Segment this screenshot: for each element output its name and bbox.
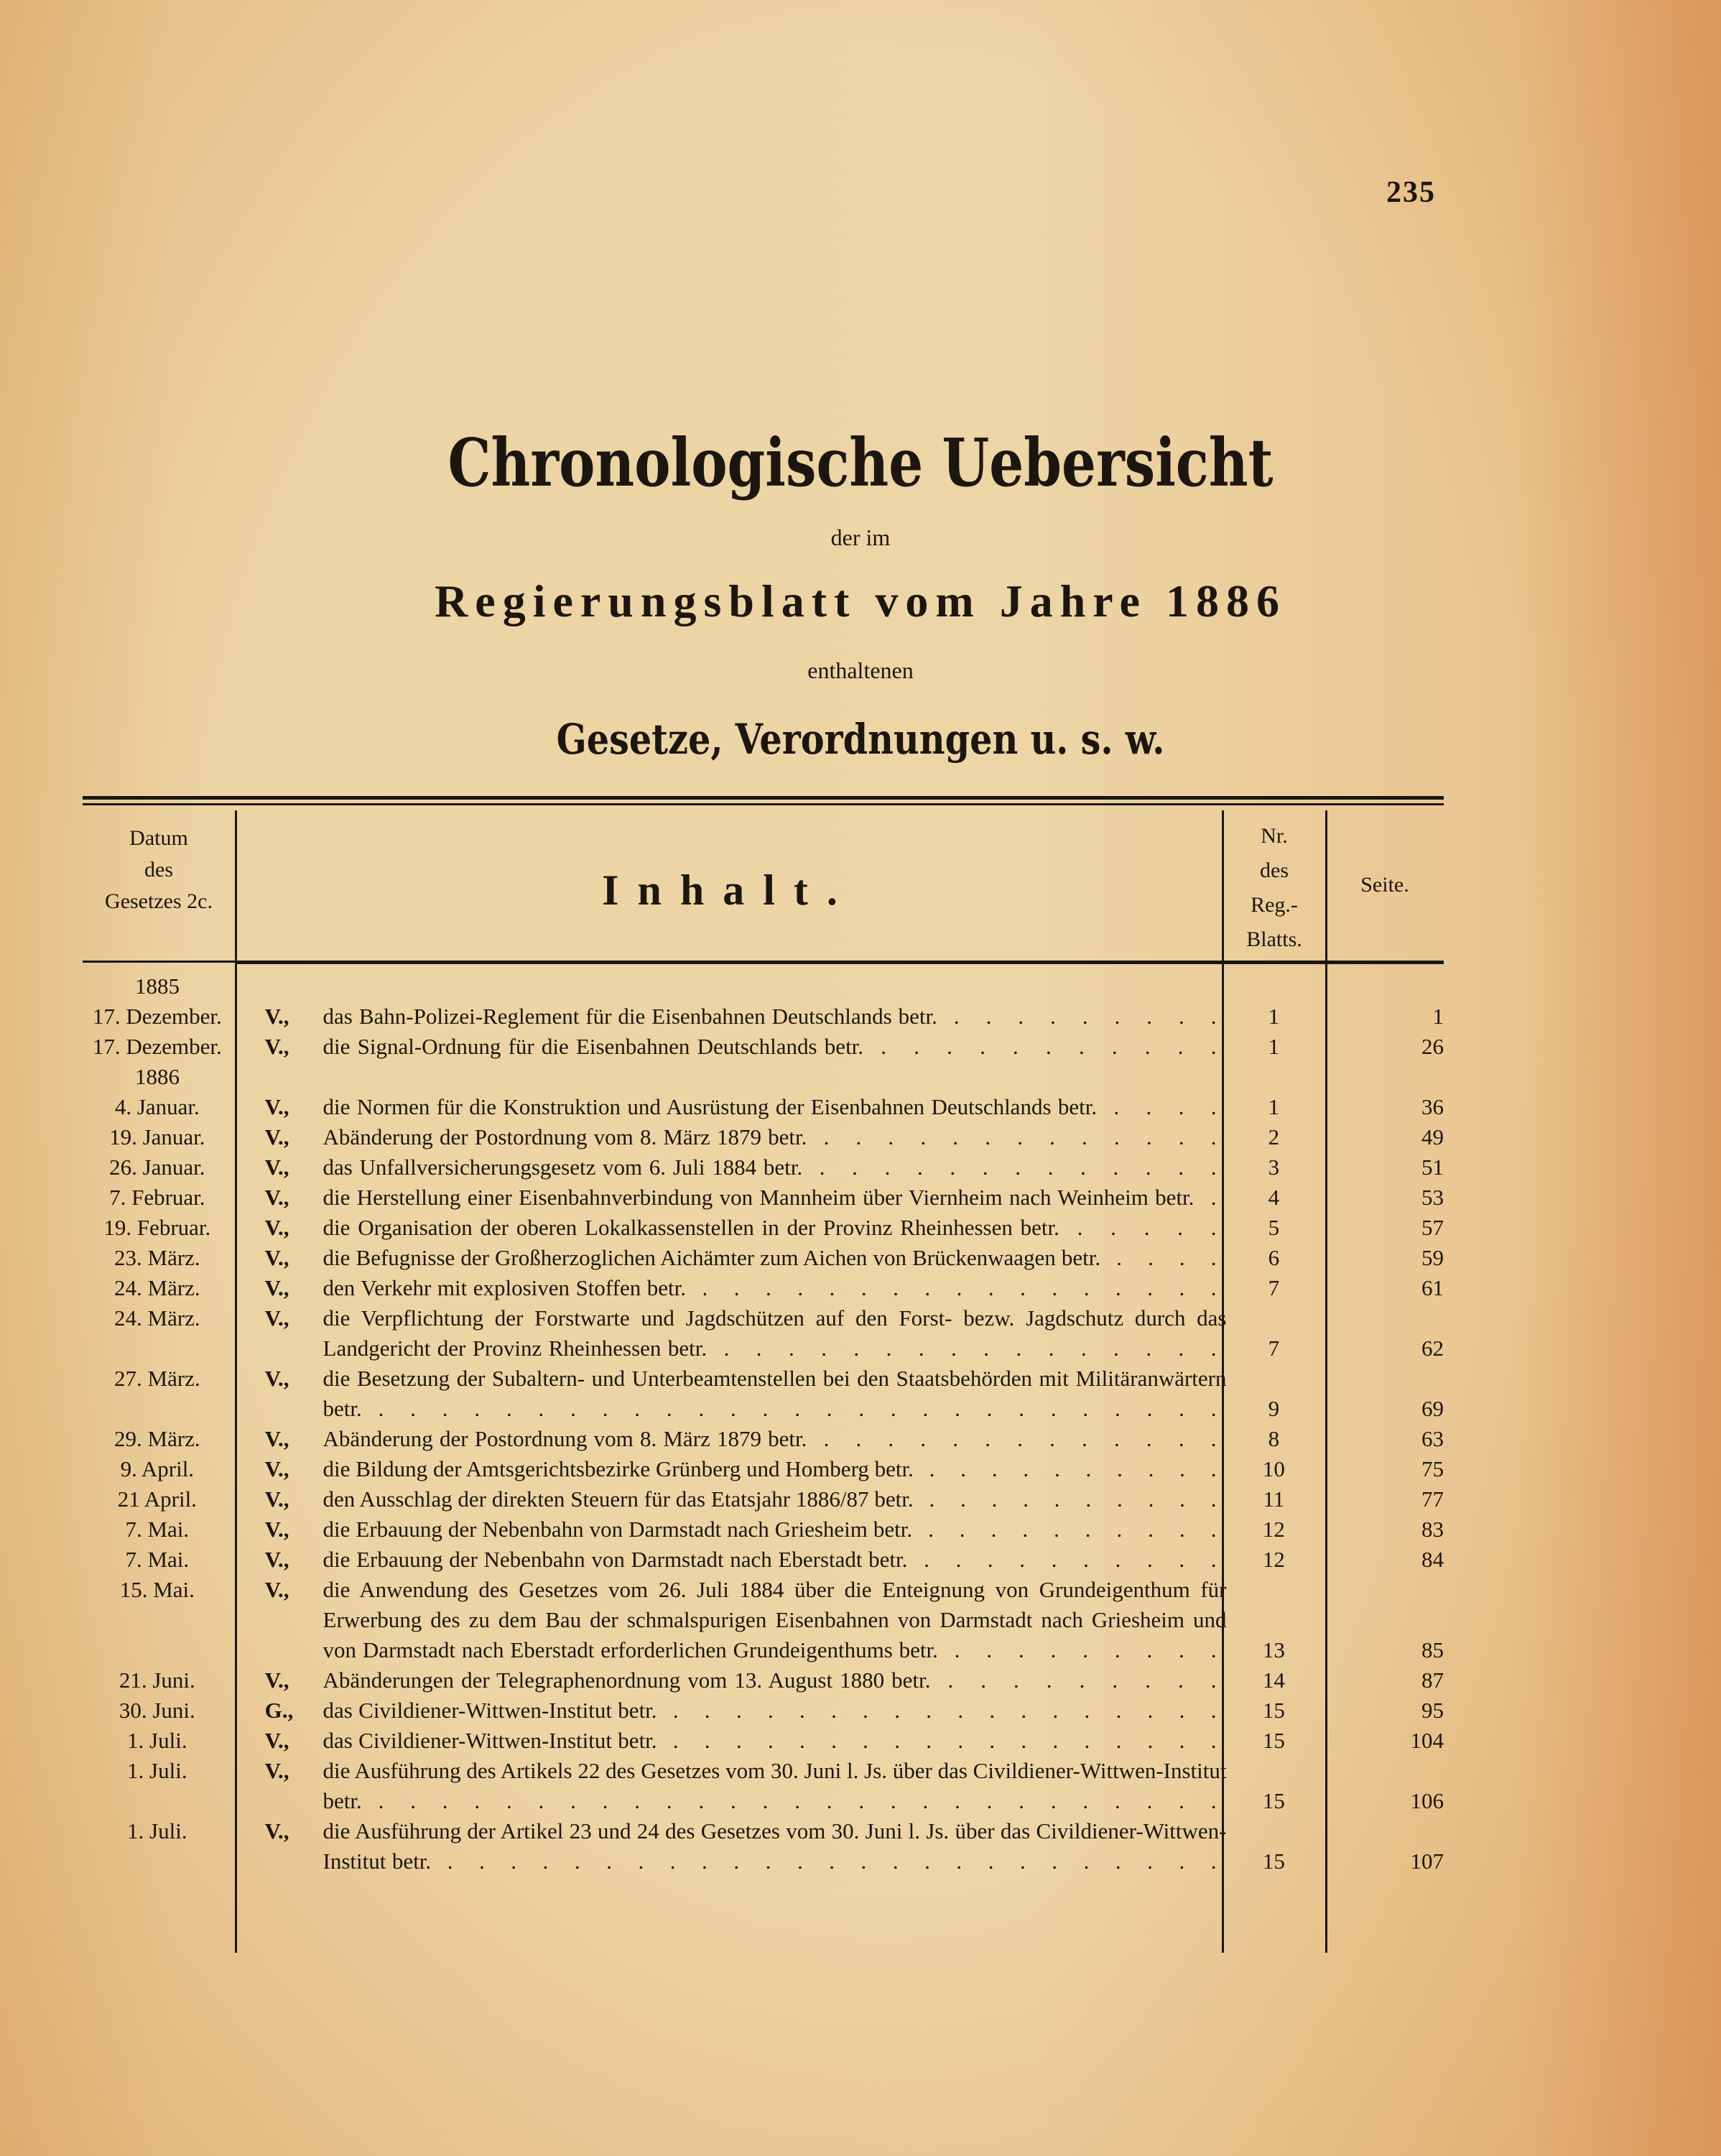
- table-row: [83, 1726, 1444, 1756]
- nr-cell: 15: [1262, 1728, 1285, 1753]
- date-cell: 7. Mai.: [125, 1517, 190, 1542]
- content-text: Abänderung der Postordnung vom 8. März 1879 betr.: [323, 1124, 807, 1149]
- content-cell: [323, 1454, 1227, 1484]
- type-cell: V.,: [264, 1124, 289, 1149]
- table-row: [83, 1152, 1444, 1183]
- type-cell: V.,: [264, 1155, 289, 1180]
- date-cell: 29. März.: [114, 1426, 200, 1451]
- table-row: [83, 1514, 1444, 1545]
- seite-cell: 83: [1421, 1517, 1444, 1542]
- content-cell: [323, 1092, 1227, 1122]
- content-text: die Signal-Ordnung für die Eisenbahnen Deutschlands betr.: [323, 1034, 864, 1059]
- dot-leader: . . . . . . . . .: [953, 1004, 1227, 1029]
- seite-cell: 53: [1421, 1185, 1444, 1210]
- date-cell: 4. Januar.: [114, 1094, 200, 1119]
- seite-cell: 77: [1421, 1486, 1444, 1512]
- subtitle-der-im: der im: [830, 524, 891, 550]
- content-cell: [323, 1756, 1227, 1816]
- subtitle-regierungsblatt: Regierungsblatt vom Jahre 1886: [435, 575, 1286, 626]
- content-cell: [323, 1665, 1227, 1695]
- date-cell: 24. März.: [114, 1305, 200, 1331]
- dot-leader: . . . . . . . . . . . . . . . . . .: [672, 1698, 1227, 1723]
- content-text: die Anwendung des Gesetzes vom 26. Juli 1884 über die Enteignung von Grundeigenthum für Erwerbung des zu dem Bau der schmalspurigen Eisenbahnen von Darmstadt nach Griesheim und von Darmstadt nach Eberstadt erforderlichen Grundeigenthums betr.: [323, 1577, 1227, 1662]
- nr-cell: 4: [1268, 1185, 1280, 1210]
- date-cell: 24. März.: [114, 1275, 200, 1300]
- header-nr-line: Reg.-: [1251, 893, 1298, 917]
- content-cell: [323, 1152, 1227, 1183]
- seite-cell: 63: [1421, 1426, 1444, 1451]
- nr-cell: 14: [1262, 1667, 1285, 1693]
- content-text: das Civildiener-Wittwen-Institut betr.: [323, 1728, 657, 1753]
- header-nr-line: des: [1260, 859, 1289, 882]
- dot-leader: . . . . . . . . . . . . . . . .: [723, 1336, 1227, 1361]
- date-cell: 19. Februar.: [103, 1215, 211, 1240]
- date-cell: 7. Februar.: [109, 1185, 205, 1210]
- nr-cell: 13: [1262, 1637, 1285, 1662]
- type-cell: V.,: [264, 1517, 289, 1542]
- content-cell: [323, 1575, 1227, 1665]
- table-row: [83, 1816, 1444, 1877]
- nr-cell: 11: [1263, 1486, 1285, 1512]
- table-row: [83, 1424, 1444, 1454]
- type-cell: V.,: [264, 1728, 289, 1753]
- nr-cell: 3: [1268, 1155, 1280, 1180]
- dot-leader: . . . . . . . . . . . . . . . . .: [702, 1275, 1227, 1300]
- nr-cell: 15: [1262, 1849, 1285, 1874]
- nr-cell: 12: [1262, 1547, 1285, 1572]
- content-cell: [323, 1816, 1227, 1877]
- seite-cell: 84: [1421, 1547, 1444, 1572]
- dot-leader: . . . .: [1116, 1245, 1227, 1270]
- nr-cell: 7: [1268, 1275, 1280, 1300]
- table-row: [83, 1122, 1444, 1152]
- chronology-table: [83, 971, 1444, 1877]
- nr-cell: 1: [1268, 1094, 1280, 1119]
- seite-cell: 106: [1410, 1788, 1444, 1813]
- dot-leader: . . . . . . . . . .: [928, 1517, 1227, 1542]
- content-cell: [323, 1122, 1227, 1152]
- type-cell: G.,: [264, 1698, 294, 1723]
- dot-leader: . . . . . . . . . . . . . . . . . . . . . . . . . . .: [378, 1396, 1227, 1421]
- nr-cell: 12: [1262, 1517, 1285, 1542]
- seite-cell: 75: [1421, 1456, 1444, 1481]
- table-row: [83, 1484, 1444, 1514]
- table-row: [83, 1092, 1444, 1122]
- nr-cell: 15: [1262, 1698, 1285, 1723]
- dot-leader: . . . . . . . . . . . . . . . . . .: [672, 1728, 1227, 1753]
- type-cell: V.,: [264, 1758, 289, 1783]
- nr-cell: 15: [1262, 1788, 1285, 1813]
- header-rule-left: [83, 961, 236, 963]
- dot-leader: . . . . . . . . . . . . .: [823, 1124, 1227, 1149]
- seite-cell: 107: [1410, 1849, 1444, 1874]
- seite-cell: 26: [1421, 1034, 1444, 1059]
- content-text: das Civildiener-Wittwen-Institut betr.: [323, 1698, 657, 1723]
- page-number: 235: [1386, 176, 1436, 209]
- content-text: Abänderung der Postordnung vom 8. März 1879 betr.: [323, 1426, 807, 1451]
- subtitle-gesetze: Gesetze, Verordnungen u. s. w.: [556, 715, 1165, 764]
- type-cell: V.,: [264, 1094, 289, 1119]
- date-cell: 1. Juli.: [127, 1728, 187, 1753]
- content-cell: [323, 1001, 1227, 1032]
- type-cell: V.,: [264, 1034, 289, 1059]
- nr-cell: 10: [1262, 1456, 1285, 1481]
- type-cell: V.,: [264, 1818, 289, 1843]
- header-nr: [1224, 819, 1325, 957]
- content-text: die Erbauung der Nebenbahn von Darmstadt nach Eberstadt betr.: [323, 1547, 908, 1572]
- header-inhalt: Inhalt.: [602, 866, 856, 914]
- table-row: [83, 1183, 1444, 1213]
- date-cell: 9. April.: [120, 1456, 195, 1481]
- year-label: 1885: [135, 973, 180, 999]
- header-seite: Seite.: [1360, 873, 1409, 897]
- content-cell: [323, 1303, 1227, 1364]
- seite-cell: 87: [1421, 1667, 1444, 1693]
- top-rule-thin: [83, 803, 1444, 805]
- date-cell: 21. Juni.: [119, 1667, 195, 1693]
- content-cell: [323, 1424, 1227, 1454]
- content-text: die Besetzung der Subaltern- und Unterbeamtenstellen bei den Staatsbehörden mit Militäranwärtern betr.: [323, 1366, 1227, 1421]
- content-cell: [323, 1032, 1227, 1062]
- content-cell: [323, 1243, 1227, 1273]
- nr-cell: 2: [1268, 1124, 1280, 1149]
- header-datum-line: des: [144, 858, 173, 882]
- content-text: das Unfallversicherungsgesetz vom 6. Juli 1884 betr.: [323, 1155, 803, 1180]
- type-cell: V.,: [264, 1667, 289, 1693]
- dot-leader: . . . . . . . . . . . . . . . . . . . . . . . . . . .: [378, 1788, 1227, 1813]
- type-cell: V.,: [264, 1366, 289, 1391]
- content-cell: [323, 1484, 1227, 1514]
- header-datum-line: Datum: [129, 826, 188, 850]
- date-cell: 17. Dezember.: [92, 1034, 222, 1059]
- nr-cell: 1: [1268, 1034, 1280, 1059]
- seite-cell: 49: [1421, 1124, 1444, 1149]
- dot-leader: . . . . . . . . . . . . .: [823, 1426, 1227, 1451]
- seite-cell: 1: [1432, 1004, 1444, 1029]
- header-rule: [236, 961, 1444, 964]
- date-cell: 26. Januar.: [109, 1155, 205, 1180]
- dot-leader: . . . . . . . . .: [947, 1667, 1227, 1693]
- year-row: [83, 1062, 1444, 1092]
- type-cell: V.,: [264, 1185, 289, 1210]
- dot-leader: . . . . . . . . . . .: [881, 1034, 1227, 1059]
- table-row: [83, 1213, 1444, 1243]
- content-cell: [323, 1726, 1227, 1756]
- table-row: [83, 1575, 1444, 1665]
- seite-cell: 69: [1421, 1396, 1444, 1421]
- date-cell: 15. Mai.: [119, 1577, 195, 1602]
- date-cell: 30. Juni.: [119, 1698, 195, 1723]
- content-cell: [323, 1273, 1227, 1303]
- nr-cell: 6: [1268, 1245, 1280, 1270]
- table-row: [83, 1303, 1444, 1364]
- seite-cell: 95: [1421, 1698, 1444, 1723]
- date-cell: 23. März.: [114, 1245, 200, 1270]
- date-cell: 19. Januar.: [109, 1124, 205, 1149]
- dot-leader: . . . . . . . . . . . . . . . . . . . . . . . . .: [447, 1849, 1227, 1874]
- nr-cell: 1: [1268, 1004, 1280, 1029]
- date-cell: 1. Juli.: [127, 1758, 187, 1783]
- dot-leader: .: [1210, 1185, 1227, 1210]
- content-text: das Bahn-Polizei-Reglement für die Eisenbahnen Deutschlands betr.: [323, 1004, 937, 1029]
- table-row: [83, 1545, 1444, 1575]
- seite-cell: 104: [1410, 1728, 1444, 1753]
- type-cell: V.,: [264, 1215, 289, 1240]
- page-title: Chronologische Uebersicht: [447, 424, 1274, 501]
- nr-cell: 5: [1268, 1215, 1280, 1240]
- header-datum: [83, 823, 235, 917]
- content-text: die Organisation der oberen Lokalkassenstellen in der Provinz Rheinhessen betr.: [323, 1215, 1059, 1240]
- nr-cell: 7: [1268, 1336, 1280, 1361]
- year-row: [83, 971, 1444, 1001]
- dot-leader: . . . . .: [1077, 1215, 1227, 1240]
- seite-cell: 51: [1421, 1155, 1444, 1180]
- date-cell: 17. Dezember.: [92, 1004, 222, 1029]
- subtitle-enthaltenen: enthaltenen: [807, 657, 914, 683]
- year-label: 1886: [135, 1064, 180, 1089]
- date-cell: 21 April.: [117, 1486, 197, 1512]
- seite-cell: 85: [1421, 1637, 1444, 1662]
- dot-leader: . . . . . . . . . .: [929, 1456, 1227, 1481]
- nr-cell: 8: [1268, 1426, 1280, 1451]
- seite-cell: 61: [1421, 1275, 1444, 1300]
- content-text: die Herstellung einer Eisenbahnverbindung von Mannheim über Viernheim nach Weinheim betr.: [323, 1185, 1195, 1210]
- date-cell: 1. Juli.: [127, 1818, 187, 1843]
- date-cell: 27. März.: [114, 1366, 200, 1391]
- top-rule: [83, 796, 1444, 800]
- content-text: die Erbauung der Nebenbahn von Darmstadt nach Griesheim betr.: [323, 1517, 913, 1542]
- content-text: den Verkehr mit explosiven Stoffen betr.: [323, 1275, 687, 1300]
- table-row: [83, 1756, 1444, 1816]
- type-cell: V.,: [264, 1004, 289, 1029]
- type-cell: V.,: [264, 1486, 289, 1512]
- seite-cell: 59: [1421, 1245, 1444, 1270]
- nr-cell: 9: [1268, 1396, 1280, 1421]
- content-text: die Normen für die Konstruktion und Ausrüstung der Eisenbahnen Deutschlands betr.: [323, 1094, 1098, 1119]
- table-row: [83, 1454, 1444, 1484]
- content-cell: [323, 1514, 1227, 1545]
- dot-leader: . . . . . . . . . .: [929, 1486, 1227, 1512]
- table-row: [83, 1273, 1444, 1303]
- content-text: die Ausführung des Artikels 22 des Gesetzes vom 30. Juni l. Js. über das Civildiener-Wittwen-Institut betr.: [323, 1758, 1227, 1813]
- type-cell: V.,: [264, 1245, 289, 1270]
- seite-cell: 36: [1421, 1094, 1444, 1119]
- type-cell: V.,: [264, 1305, 289, 1331]
- dot-leader: . . . . . . . . .: [954, 1637, 1227, 1662]
- content-text: Abänderungen der Telegraphenordnung vom 13. August 1880 betr.: [323, 1667, 931, 1693]
- content-cell: [323, 1545, 1227, 1575]
- type-cell: V.,: [264, 1426, 289, 1451]
- table-row: [83, 1364, 1444, 1424]
- type-cell: V.,: [264, 1456, 289, 1481]
- content-text: die Ausführung der Artikel 23 und 24 des Gesetzes vom 30. Juni l. Js. über das Civildiener-Wittwen-Institut betr.: [323, 1818, 1227, 1874]
- content-text: die Verpflichtung der Forstwarte und Jagdschützen auf den Forst- bezw. Jagdschutz durch das Landgericht der Provinz Rheinhessen betr.: [323, 1305, 1227, 1361]
- header-datum-line: Gesetzes 2c.: [105, 889, 213, 913]
- content-cell: [323, 1695, 1227, 1726]
- dot-leader: . . . . . . . . . .: [924, 1547, 1227, 1572]
- seite-cell: 57: [1421, 1215, 1444, 1240]
- table-row: [83, 1243, 1444, 1273]
- content-cell: [323, 1364, 1227, 1424]
- type-cell: V.,: [264, 1577, 289, 1602]
- type-cell: V.,: [264, 1547, 289, 1572]
- table-row: [83, 1001, 1444, 1032]
- content-text: die Bildung der Amtsgerichtsbezirke Grünberg und Homberg betr.: [323, 1456, 914, 1481]
- content-cell: [323, 1183, 1227, 1213]
- header-nr-line: Blatts.: [1246, 927, 1302, 951]
- type-cell: V.,: [264, 1275, 289, 1300]
- table-row: [83, 1695, 1444, 1726]
- content-text: den Ausschlag der direkten Steuern für das Etatsjahr 1886/87 betr.: [323, 1486, 914, 1512]
- content-cell: [323, 1213, 1227, 1243]
- header-nr-line: Nr.: [1261, 824, 1288, 848]
- dot-leader: . . . .: [1113, 1094, 1227, 1119]
- dot-leader: . . . . . . . . . . . . .: [819, 1155, 1227, 1180]
- table-row: [83, 1032, 1444, 1062]
- date-cell: 7. Mai.: [125, 1547, 190, 1572]
- table-row: [83, 1665, 1444, 1695]
- seite-cell: 62: [1421, 1336, 1444, 1361]
- content-text: die Befugnisse der Großherzoglichen Aichämter zum Aichen von Brückenwaagen betr.: [323, 1245, 1101, 1270]
